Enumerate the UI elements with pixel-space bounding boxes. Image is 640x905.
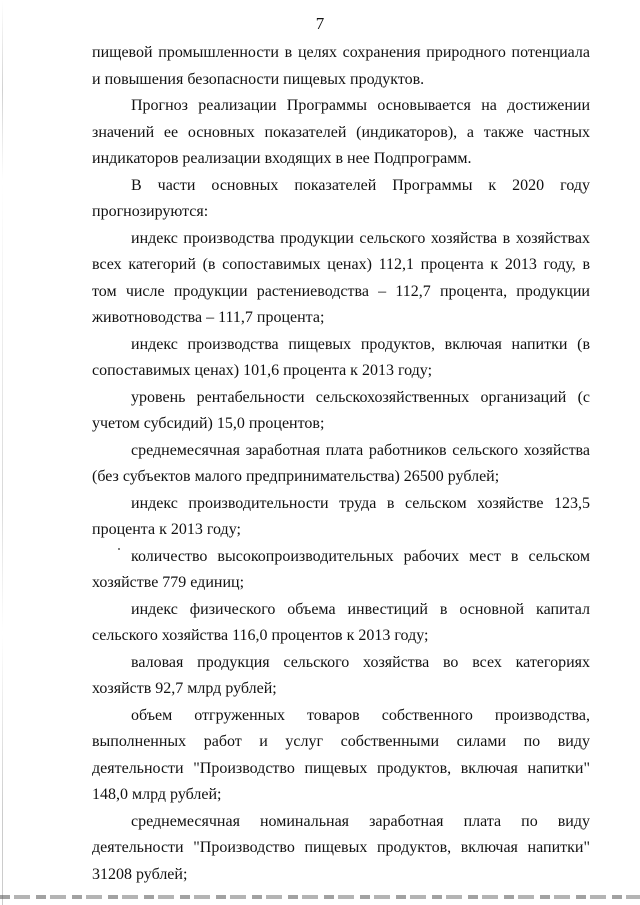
scan-edge-left bbox=[2, 0, 3, 905]
indicator-food-production-index: индекс производства пищевых продуктов, включая напитки (в сопоставимых ценах) 101,6 процента к 2013 году; bbox=[92, 335, 590, 379]
paragraph-main-indicators-intro: В части основных показателей Программы к 2020 году прогнозируются: bbox=[92, 176, 590, 220]
indicator-profitability-level: уровень рентабельности сельскохозяйственных организаций (с учетом субсидий) 15,0 процентов; bbox=[92, 388, 590, 432]
indicator-nominal-wage-food: среднемесячная номинальная заработная плата по виду деятельности "Производство пищевых продуктов, включая напитки" 31208 рублей; bbox=[92, 812, 590, 883]
paragraph-continuation: пищевой промышленности в целях сохранения природного потенциала и повышения безопасности пищевых продуктов. bbox=[92, 44, 590, 88]
paragraph-forecast-basis: Прогноз реализации Программы основывается на достижении значений ее основных показателей (индикаторов), а также частных индикаторов реализации входящих в нее Подпрограмм. bbox=[92, 97, 590, 167]
indicator-gross-agri-output: валовая продукция сельского хозяйства во всех категориях хозяйств 92,7 млрд рублей; bbox=[92, 653, 590, 697]
body-text bbox=[92, 40, 590, 888]
page-number: 7 bbox=[315, 14, 325, 33]
scan-edge-bottom bbox=[0, 895, 640, 899]
indicator-investment-index: индекс физического объема инвестиций в основной капитал сельского хозяйства 116,0 процентов к 2013 году; bbox=[92, 600, 590, 644]
indicator-labor-productivity: индекс производительности труда в сельском хозяйстве 123,5 процента к 2013 году; bbox=[92, 494, 590, 538]
indicator-agri-production-index: индекс производства продукции сельского хозяйства в хозяйствах всех категорий (в сопоставимых ценах) 112,1 процента к 2013 году, в том числе продукции растениеводства – 112,7 процента, продукции животноводства – 111,7 процента; bbox=[92, 229, 590, 326]
scan-speck bbox=[118, 548, 120, 550]
indicator-high-productivity-jobs: количество высокопроизводительных рабочих мест в сельском хозяйстве 779 единиц; bbox=[92, 547, 590, 591]
indicator-average-wage: среднемесячная заработная плата работников сельского хозяйства (без субъектов малого предпринимательства) 26500 рублей; bbox=[92, 441, 590, 485]
indicator-shipped-goods-volume: объем отгруженных товаров собственного производства, выполненных работ и услуг собственными силами по виду деятельности "Производство пищевых продуктов, включая напитки" 148,0 млрд рублей; bbox=[92, 706, 590, 803]
